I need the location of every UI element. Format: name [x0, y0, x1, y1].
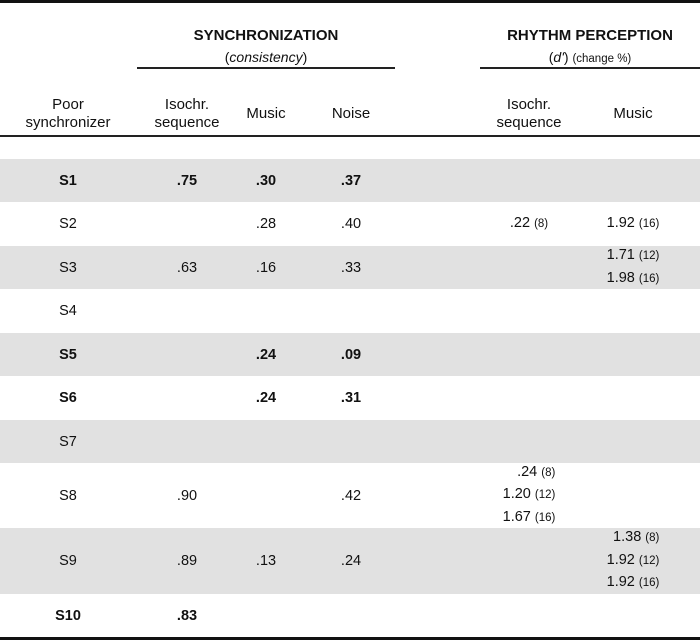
cell-subject: S7: [59, 433, 77, 450]
change-percent: (12): [534, 489, 556, 502]
dprime-entry: [607, 213, 660, 236]
dprime-entry: [613, 527, 659, 550]
paren-close: ): [302, 49, 308, 65]
group-subtitle-rhythm-perception: [480, 49, 700, 65]
cell-sync-noise: .09: [340, 346, 362, 363]
dprime-entry: [503, 507, 556, 530]
group-title-rhythm-perception: RHYTHM PERCEPTION: [507, 27, 673, 44]
dprime-value: 1.71: [606, 247, 635, 263]
dprime-entry: [607, 572, 660, 595]
cell-sync-music: .28: [255, 216, 277, 232]
cell-subject: S1: [59, 172, 77, 189]
change-percent: (16): [638, 272, 660, 285]
cell-rhythm-music: [607, 246, 660, 289]
table-row: [0, 333, 700, 376]
header-line: Isochr.: [164, 96, 210, 113]
table-row: [0, 376, 700, 420]
header-line: Poor: [52, 96, 84, 113]
cell-rhythm-isochr: [503, 463, 556, 528]
cell-sync-isochr: .83: [176, 607, 198, 624]
subtitle-italic: consistency: [229, 49, 303, 65]
cell-sync-music: .13: [255, 553, 277, 569]
dprime-entry: [607, 245, 660, 268]
subtitle-italic: d': [553, 49, 564, 65]
top-rule: [0, 0, 700, 3]
cell-subject: S10: [55, 607, 81, 624]
table-row: [0, 159, 700, 202]
dprime-value: .24: [517, 463, 538, 480]
group-title-synchronization: SYNCHRONIZATION: [193, 27, 339, 44]
table-row: [0, 246, 700, 289]
column-header-sync-music: Music: [246, 105, 286, 122]
dprime-value: 1.20: [502, 486, 531, 503]
dprime-entry: [510, 213, 548, 236]
change-percent: (16): [638, 577, 660, 590]
cell-subject: S9: [59, 553, 77, 569]
dprime-value: 1.92: [606, 214, 635, 231]
table-row: [0, 202, 700, 246]
cell-sync-isochr: .75: [176, 172, 198, 189]
header-line: sequence: [154, 114, 220, 131]
dprime-value: 1.67: [502, 508, 531, 525]
cell-sync-noise: .33: [340, 259, 362, 276]
change-percent: (16): [534, 511, 556, 524]
cell-sync-music: .30: [255, 172, 277, 189]
dprime-value: .22: [509, 214, 531, 231]
table-row: [0, 420, 700, 463]
cell-sync-noise: .24: [340, 553, 362, 569]
cell-rhythm-music: [607, 528, 660, 594]
cell-sync-noise: .42: [340, 487, 362, 504]
change-percent: (8): [534, 217, 549, 230]
group-underline-synchronization: [137, 67, 395, 69]
column-header-rhythm-isochr-sequence: [496, 96, 561, 132]
header-line: Isochr.: [506, 96, 552, 113]
cell-subject: S6: [59, 390, 77, 406]
group-subtitle-synchronization: [137, 49, 395, 65]
cell-sync-noise: .40: [340, 216, 362, 232]
header-line: synchronizer: [25, 114, 111, 131]
paren-open: (: [548, 49, 554, 65]
cell-sync-isochr: .89: [176, 553, 198, 569]
cell-sync-music: .24: [255, 346, 277, 363]
cell-rhythm-music: [607, 202, 660, 246]
dprime-entry: [607, 268, 660, 291]
dprime-value: 1.92: [606, 574, 635, 591]
header-line: sequence: [496, 114, 562, 131]
column-header-sync-isochr-sequence: [154, 96, 219, 132]
cell-subject: S2: [59, 216, 77, 232]
cell-subject: S8: [59, 487, 77, 504]
cell-rhythm-isochr: [510, 202, 548, 246]
dprime-entry: [503, 484, 556, 507]
cell-subject: S3: [59, 259, 77, 276]
paren-close: ): [563, 49, 569, 65]
dprime-value: 1.92: [606, 551, 635, 568]
cell-sync-music: .16: [255, 259, 277, 276]
table-row: [0, 289, 700, 333]
cell-sync-noise: .37: [340, 172, 362, 189]
cell-sync-isochr: .63: [176, 259, 198, 276]
dprime-entry: [517, 462, 555, 485]
paren-open: (: [224, 49, 230, 65]
column-header-poor-synchronizer: [25, 96, 110, 132]
group-underline-rhythm-perception: [480, 67, 700, 69]
header-rule: [0, 135, 700, 137]
dprime-value: 1.98: [606, 269, 635, 286]
cell-subject: S5: [59, 346, 77, 363]
cell-subject: S4: [59, 303, 77, 319]
cell-sync-music: .24: [255, 390, 277, 406]
column-header-rhythm-music: Music: [613, 105, 653, 122]
change-percent: (12): [638, 250, 660, 262]
table-row: [0, 463, 700, 528]
cell-sync-isochr: .90: [176, 487, 198, 504]
change-percent: (8): [541, 466, 556, 479]
column-header-sync-noise: Noise: [331, 105, 371, 122]
table-row: [0, 528, 700, 594]
cell-sync-noise: .31: [340, 390, 362, 406]
change-percent: (8): [645, 532, 660, 545]
change-percent: (16): [638, 217, 660, 230]
subtitle-change-percent: (change %): [572, 53, 632, 65]
dprime-value: 1.38: [613, 529, 642, 546]
bottom-rule: [0, 637, 700, 640]
change-percent: (12): [638, 554, 660, 567]
dprime-entry: [607, 550, 660, 573]
table-row: [0, 594, 700, 637]
